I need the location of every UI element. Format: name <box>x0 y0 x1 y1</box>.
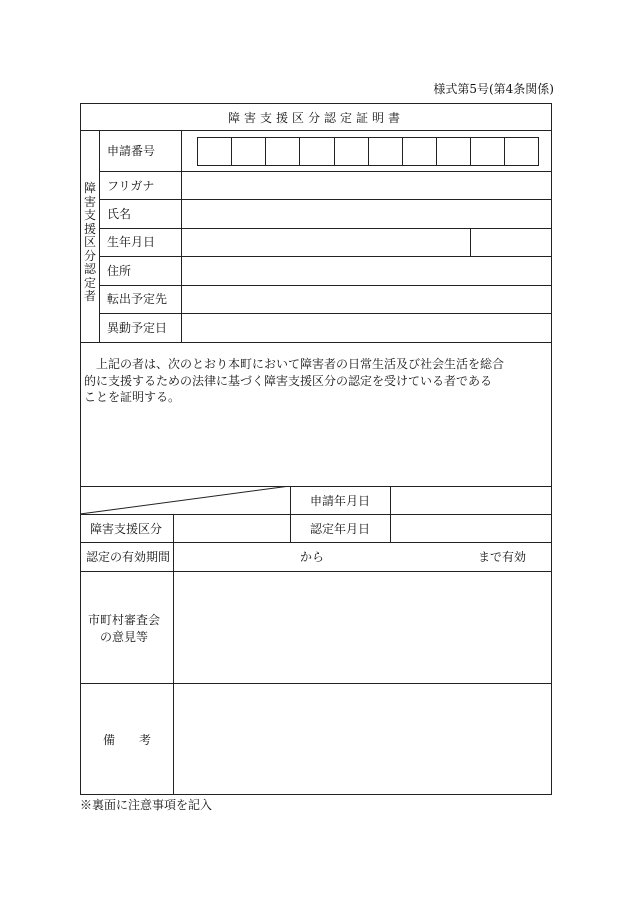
birth-date-label: 生年月日 <box>107 235 156 249</box>
transfer-destination-label: 転出予定先 <box>107 292 168 306</box>
application-number-label: 申請番号 <box>107 144 156 158</box>
committee-label-line-2: の意見等 <box>100 630 149 644</box>
certification-date-label: 認定年月日 <box>310 522 371 536</box>
address-label: 住所 <box>107 264 132 278</box>
name-label: 氏名 <box>107 207 132 221</box>
remarks-field[interactable] <box>174 684 552 794</box>
birth-date-extra-field[interactable] <box>471 229 552 256</box>
validity-label: 認定の有効期間 <box>86 550 171 564</box>
name-field[interactable] <box>182 200 552 228</box>
birth-date-field[interactable] <box>182 229 470 256</box>
transfer-destination-field[interactable] <box>182 286 552 313</box>
transfer-date-label: 異動予定日 <box>107 321 168 335</box>
remarks-label: 備 考 <box>103 733 152 747</box>
committee-label-line-1: 市町村審査会 <box>88 613 161 627</box>
form-number: 様式第5号(第4条関係) <box>433 82 554 96</box>
classification-field[interactable] <box>174 515 290 542</box>
furigana-field[interactable] <box>182 172 552 199</box>
validity-until-text: まで有効 <box>478 550 527 564</box>
classification-label: 障害支援区分 <box>90 522 163 536</box>
furigana-label: フリガナ <box>107 179 155 193</box>
statement-line-2: 的に支援するための法律に基づく障害支援区分の認定を受けている者である <box>84 374 493 388</box>
blank-cell-diagonal <box>80 486 291 515</box>
application-date-label: 申請年月日 <box>310 494 371 508</box>
certification-date-field[interactable] <box>391 515 552 542</box>
committee-opinion-field[interactable] <box>174 572 552 683</box>
certified-person-side-label: 障 害 支 援 区 分 認 定 者 <box>83 181 96 303</box>
certificate-title: 障害支援区分認定証明書 <box>227 111 404 125</box>
statement-line-1: 上記の者は、次のとおり本町において障害者の日常生活及び社会生活を総合 <box>84 357 505 371</box>
application-date-field[interactable] <box>391 487 552 514</box>
address-field[interactable] <box>182 257 552 285</box>
footnote: ※裏面に注意事項を記入 <box>80 798 213 812</box>
statement-line-3: ことを証明する。 <box>84 390 181 404</box>
transfer-date-field[interactable] <box>182 314 552 342</box>
validity-from-text: から <box>300 550 325 564</box>
